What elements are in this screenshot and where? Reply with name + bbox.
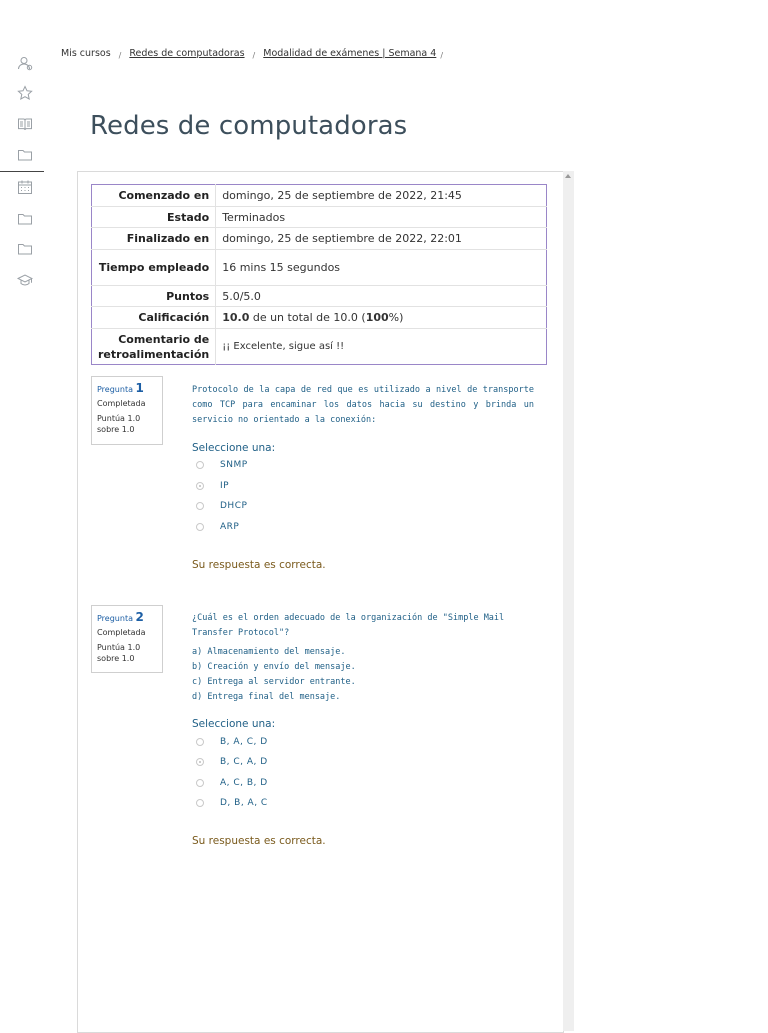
summary-label: Calificación (92, 307, 216, 329)
step-line: c) Entrega al servidor entrante. (192, 677, 356, 687)
radio-button[interactable] (196, 461, 204, 469)
question-number (97, 381, 157, 395)
summary-label: Comenzado en (92, 185, 216, 207)
attempt-summary-table (91, 184, 547, 365)
radio-button-checked[interactable] (196, 758, 204, 766)
breadcrumb-separator: / (118, 51, 122, 60)
nav-divider (0, 171, 44, 172)
calendar-icon[interactable] (17, 179, 33, 195)
breadcrumb-item-my-courses[interactable]: Mis cursos (61, 48, 111, 59)
grade-score: 10.0 (222, 311, 250, 324)
breadcrumb (61, 48, 451, 59)
question-label: Pregunta (97, 385, 133, 394)
summary-row-points (92, 286, 547, 307)
breadcrumb-item-course[interactable]: Redes de computadoras (129, 48, 245, 59)
select-one-prompt: Seleccione una: (192, 718, 276, 730)
summary-row-feedback (92, 329, 547, 365)
user-icon[interactable] (17, 55, 33, 71)
radio-button-checked[interactable] (196, 482, 204, 490)
grade-percent-sign: %) (388, 311, 404, 324)
option-label: D, B, A, C (220, 798, 268, 808)
summary-label: Tiempo empleado (92, 250, 216, 286)
radio-button[interactable] (196, 779, 204, 787)
radio-button[interactable] (196, 523, 204, 531)
option-label: ARP (220, 522, 240, 532)
folder-icon[interactable] (17, 147, 33, 163)
question-label: Pregunta (97, 614, 133, 623)
question-state: Completada (97, 628, 146, 637)
summary-value: 16 mins 15 segundos (216, 250, 547, 286)
breadcrumb-separator: / (252, 51, 256, 60)
question-number (97, 610, 157, 624)
breadcrumb-item-section[interactable]: Modalidad de exámenes | Semana 4 (263, 48, 437, 59)
summary-value: domingo, 25 de septiembre de 2022, 22:01 (216, 228, 547, 250)
answer-feedback: Su respuesta es correcta. (192, 835, 326, 847)
grade-total: de un total de 10.0 ( (249, 311, 366, 324)
summary-row-started (92, 185, 547, 207)
radio-button[interactable] (196, 738, 204, 746)
nav-rail (0, 0, 46, 1024)
select-one-prompt: Seleccione una: (192, 442, 276, 454)
option-label: DHCP (220, 501, 248, 511)
question-marks: Puntúa 1.0 sobre 1.0 (97, 643, 141, 663)
question-text-2: ¿Cuál es el orden adecuado de la organización de "Simple Mail Transfer Protocol"? (192, 613, 505, 638)
summary-row-time (92, 250, 547, 286)
grade-percent: 100 (365, 311, 389, 324)
radio-button[interactable] (196, 799, 204, 807)
folder-icon[interactable] (17, 241, 33, 257)
answer-feedback: Su respuesta es correcta. (192, 559, 326, 571)
scrollbar[interactable] (563, 171, 574, 1031)
summary-label: Finalizado en (92, 228, 216, 250)
summary-value: domingo, 25 de septiembre de 2022, 21:45 (222, 189, 462, 202)
summary-row-finished (92, 228, 547, 250)
question-text-1: Protocolo de la capa de red que es utilizado a nivel de transporte como TCP para encaminar los datos hacia su destino y brinda un servicio no orientado a la conexión: (192, 385, 534, 425)
star-icon[interactable] (17, 85, 33, 101)
summary-row-state (92, 207, 547, 228)
page-title: Redes de computadoras (90, 111, 408, 141)
summary-label: Estado (92, 207, 216, 228)
summary-value: 5.0/5.0 (216, 286, 547, 307)
question-number-value: 1 (135, 381, 144, 395)
summary-label: Comentario de retroalimentación (92, 329, 216, 365)
option-label: A, C, B, D (220, 778, 268, 788)
graduation-cap-icon[interactable] (17, 272, 33, 288)
question-number-value: 2 (135, 610, 144, 624)
book-icon[interactable] (17, 116, 33, 132)
question-info-2 (91, 605, 163, 673)
option-label: B, A, C, D (220, 737, 268, 747)
summary-value: ¡¡ Excelente, sigue así !! (216, 329, 547, 365)
step-line: a) Almacenamiento del mensaje. (192, 647, 346, 657)
folder-icon[interactable] (17, 211, 33, 227)
summary-value (216, 307, 547, 329)
question-marks: Puntúa 1.0 sobre 1.0 (97, 414, 141, 434)
summary-row-grade (92, 307, 547, 329)
question-steps (192, 645, 534, 705)
step-line: d) Entrega final del mensaje. (192, 692, 341, 702)
question-info-1 (91, 376, 163, 445)
question-state: Completada (97, 399, 146, 408)
summary-value: Terminados (216, 207, 547, 228)
scroll-up-arrow-icon[interactable] (565, 174, 571, 178)
option-label: B, C, A, D (220, 757, 268, 767)
radio-button[interactable] (196, 502, 204, 510)
option-label: SNMP (220, 460, 248, 470)
step-line: b) Creación y envío del mensaje. (192, 662, 356, 672)
summary-label: Puntos (92, 286, 216, 307)
option-label: IP (220, 481, 230, 491)
breadcrumb-separator: / (440, 51, 444, 60)
